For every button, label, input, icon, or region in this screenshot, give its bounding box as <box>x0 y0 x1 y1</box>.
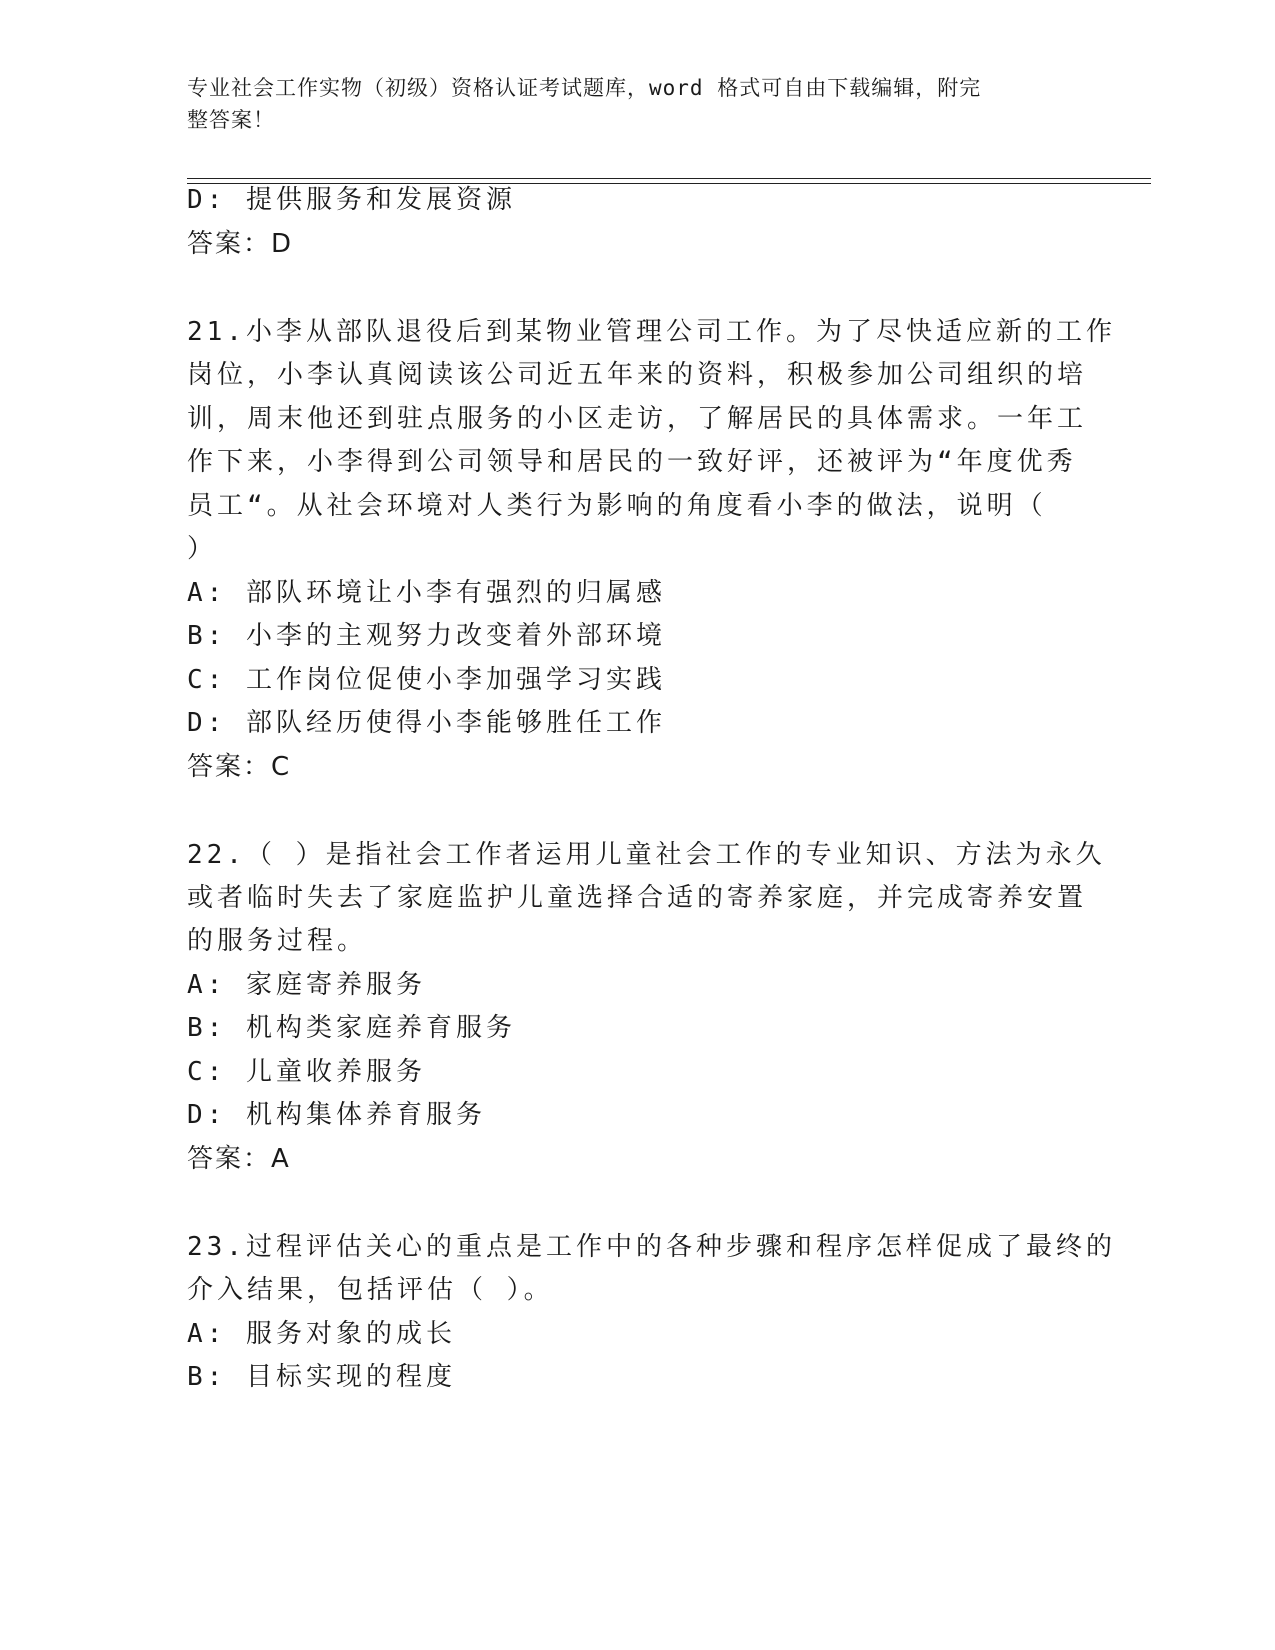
question-22-line: 的服务过程。 <box>187 926 368 956</box>
question-21-line: 21.小李从部队退役后到某物业管理公司工作。为了尽快适应新的工作 <box>187 317 1116 347</box>
document-header <box>187 72 1067 136</box>
question-21-option-a: A: 部队环境让小李有强烈的归属感 <box>187 578 666 608</box>
question-22-line: 22.（ ）是指社会工作者运用儿童社会工作的专业知识、方法为永久 <box>187 840 1106 870</box>
question-21-option-b: B: 小李的主观努力改变着外部环境 <box>187 621 666 651</box>
question-23-line: 介入结果，包括评估（ ）。 <box>187 1275 554 1305</box>
question-22-option-b: B: 机构类家庭养育服务 <box>187 1013 516 1043</box>
answer-label: 答案：D <box>187 229 294 259</box>
header-line-2: 整答案！ <box>187 108 275 132</box>
question-21-line: 训，周末他还到驻点服务的小区走访，了解居民的具体需求。一年工 <box>187 404 1088 434</box>
question-21-option-d: D: 部队经历使得小李能够胜任工作 <box>187 708 666 738</box>
question-23-option-b: B: 目标实现的程度 <box>187 1362 456 1392</box>
question-21-line: 岗位，小李认真阅读该公司近五年来的资料，积极参加公司组织的培 <box>187 360 1088 390</box>
question-22-option-a: A: 家庭寄养服务 <box>187 970 426 1000</box>
question-21-option-c: C: 工作岗位促使小李加强学习实践 <box>187 665 666 695</box>
question-21-line: ） <box>187 534 218 564</box>
question-22-option-c: C: 儿童收养服务 <box>187 1057 426 1087</box>
question-21-answer: 答案：C <box>187 752 292 782</box>
question-23-option-a: A: 服务对象的成长 <box>187 1319 456 1349</box>
option-d: D: 提供服务和发展资源 <box>187 185 516 215</box>
question-22-option-d: D: 机构集体养育服务 <box>187 1100 486 1130</box>
question-23-line: 23.过程评估关心的重点是工作中的各种步骤和程序怎样促成了最终的 <box>187 1232 1116 1262</box>
question-22-answer: 答案：A <box>187 1144 291 1174</box>
question-22-line: 或者临时失去了家庭监护儿童选择合适的寄养家庭，并完成寄养安置 <box>187 883 1088 913</box>
header-line-1: 专业社会工作实物（初级）资格认证考试题库，word 格式可自由下载编辑，附完 <box>187 76 982 100</box>
question-21-line: 作下来，小李得到公司领导和居民的一致好评，还被评为“年度优秀 <box>187 447 1077 477</box>
question-21-line: 员工“。从社会环境对人类行为影响的角度看小李的做法，说明（ <box>187 491 1047 521</box>
